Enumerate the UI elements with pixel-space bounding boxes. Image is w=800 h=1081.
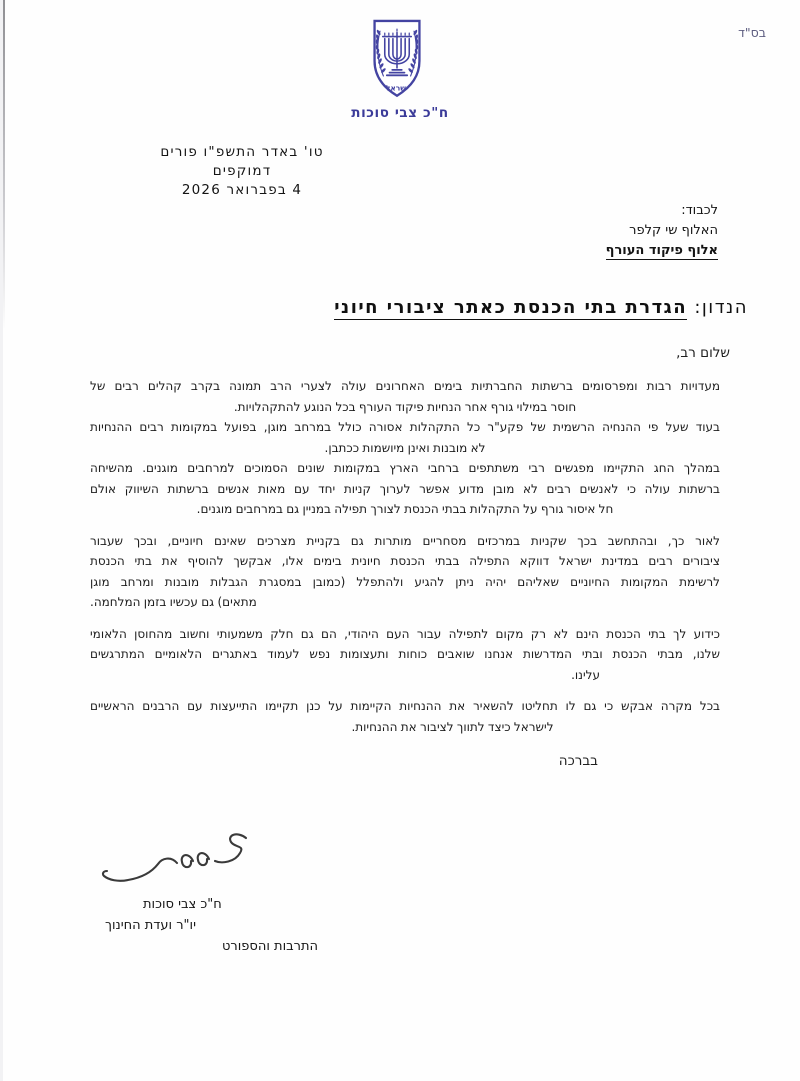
recipient-name: האלוף שי קלפר — [629, 223, 718, 238]
body-line: כידוע לך בתי הכנסת הינם לא רק מקום לתפילה עבור העם היהודי, הם גם חלק משמעותי וחשוב מהחוסן הלאומי — [90, 626, 720, 641]
body-line: שלנו, מבתי הכנסת ובתי המדרשות אנחנו שואבים כוחות ותעצומות נפש לעמוד באתגרים הלאומיים המתרגשים — [90, 647, 720, 661]
signatory-name: ח"כ צבי סוכות — [143, 897, 222, 912]
body-line: מעדויות רבות ומפרסומים ברשתות החברתיות בימים האחרונים עולה לצערי הרב תמונה בקרב קהלים רבים של — [90, 379, 720, 393]
body-line: במהלך החג התקיימו מפגשים רבי משתתפים ברחבי הארץ במקומות שונים הסמוכים למרחבים מוגנים. מהשיחה — [90, 461, 720, 475]
date-block — [135, 143, 349, 200]
body-line: מתאים) גם עכשיו בזמן המלחמה. — [90, 595, 257, 609]
body-line: לא מובנות ואינן מיושמות ככתבן. — [324, 440, 486, 455]
signatory-role-line1: יו"ר ועדת החינוך — [105, 918, 196, 933]
body-line: ציבורים רבים במדינת ישראל דווקא התפילה בבתי הכנסת חיונית בימים אלו, אבקשך להוסיף את בתי הכנסת — [90, 554, 720, 568]
scan-edge-artifact — [3, 0, 5, 330]
body-paragraph — [90, 696, 720, 737]
body-line: בעוד שעל פי ההנחיה הרשמית של פקע"ר כל התקהלות אסורה כולל במרחב מוגן, בפועל במקומות רבים ההנחיות — [90, 420, 720, 434]
recipient-to: לכבוד: — [681, 203, 718, 218]
hebrew-date-wrap: דמוקפים — [212, 163, 272, 179]
body-line: ברשתות עולה כי לאנשים רבים לא מובן מדוע אפשר לערוך קניות יחד עם מאות אנשים ברשתות השיווק אולם — [90, 481, 720, 496]
greeting: שלום רב, — [676, 345, 730, 361]
body-paragraph — [90, 531, 720, 613]
letter-body — [90, 376, 720, 748]
mk-letterhead-name: ח"כ צבי סוכות — [351, 105, 449, 121]
body-paragraph — [90, 624, 720, 686]
gregorian-date: 4 בפברואר 2026 — [181, 182, 303, 198]
body-line: חוסר במילוי גורף אחר הנחיות פיקוד העורף בכל הנוגע להתקהלויות. — [233, 399, 577, 414]
recipient-title: אלוף פיקוד העורף — [605, 243, 718, 258]
signatory-role-line2: התרבות והספורט — [222, 939, 319, 954]
body-line: לאור כך, ובהתחשב בכך שקניות במרכזים מסחריים מותרות גם בקניית מצרכים שאינם חיוניים, ובכך שעבור — [90, 533, 720, 548]
body-line: בכל מקרה אבקש כי גם לו תחליטו להשאיר את ההנחיות הקיימות על כנן תקיימו התייעצות עם הרבנים הראשיים — [90, 699, 720, 713]
subject-line — [334, 297, 748, 318]
emblem-label: ישראל — [385, 83, 409, 93]
body-paragraph — [90, 376, 720, 520]
closing-word: בברכה — [558, 753, 598, 769]
recipient-block — [606, 201, 718, 261]
body-line: לרשימת המקומות החיוניים שאליהם יהיה ניתן להגיע ולהתפלל (כמובן במסגרת הגבלות מובנות ומרחב מוגן — [90, 574, 720, 589]
body-line: חל איסור גורף על התקהלות בבתי הכנסת לצורך תפילה במניין גם במרחבים מוגנים. — [196, 502, 614, 516]
subject-text: הגדרת בתי הכנסת כאתר ציבורי חיוני — [334, 297, 688, 318]
israel-state-emblem-icon — [363, 13, 431, 105]
body-line: עלינו. — [571, 667, 600, 682]
subject-label: הנדון: — [694, 297, 748, 318]
body-line: לישראל כיצד לתווך לציבור את ההנחיות. — [351, 719, 554, 734]
bsd-inscription: בס"ד — [738, 25, 766, 40]
hebrew-date: טו' באדר התשפ"ו פורים — [160, 144, 324, 160]
